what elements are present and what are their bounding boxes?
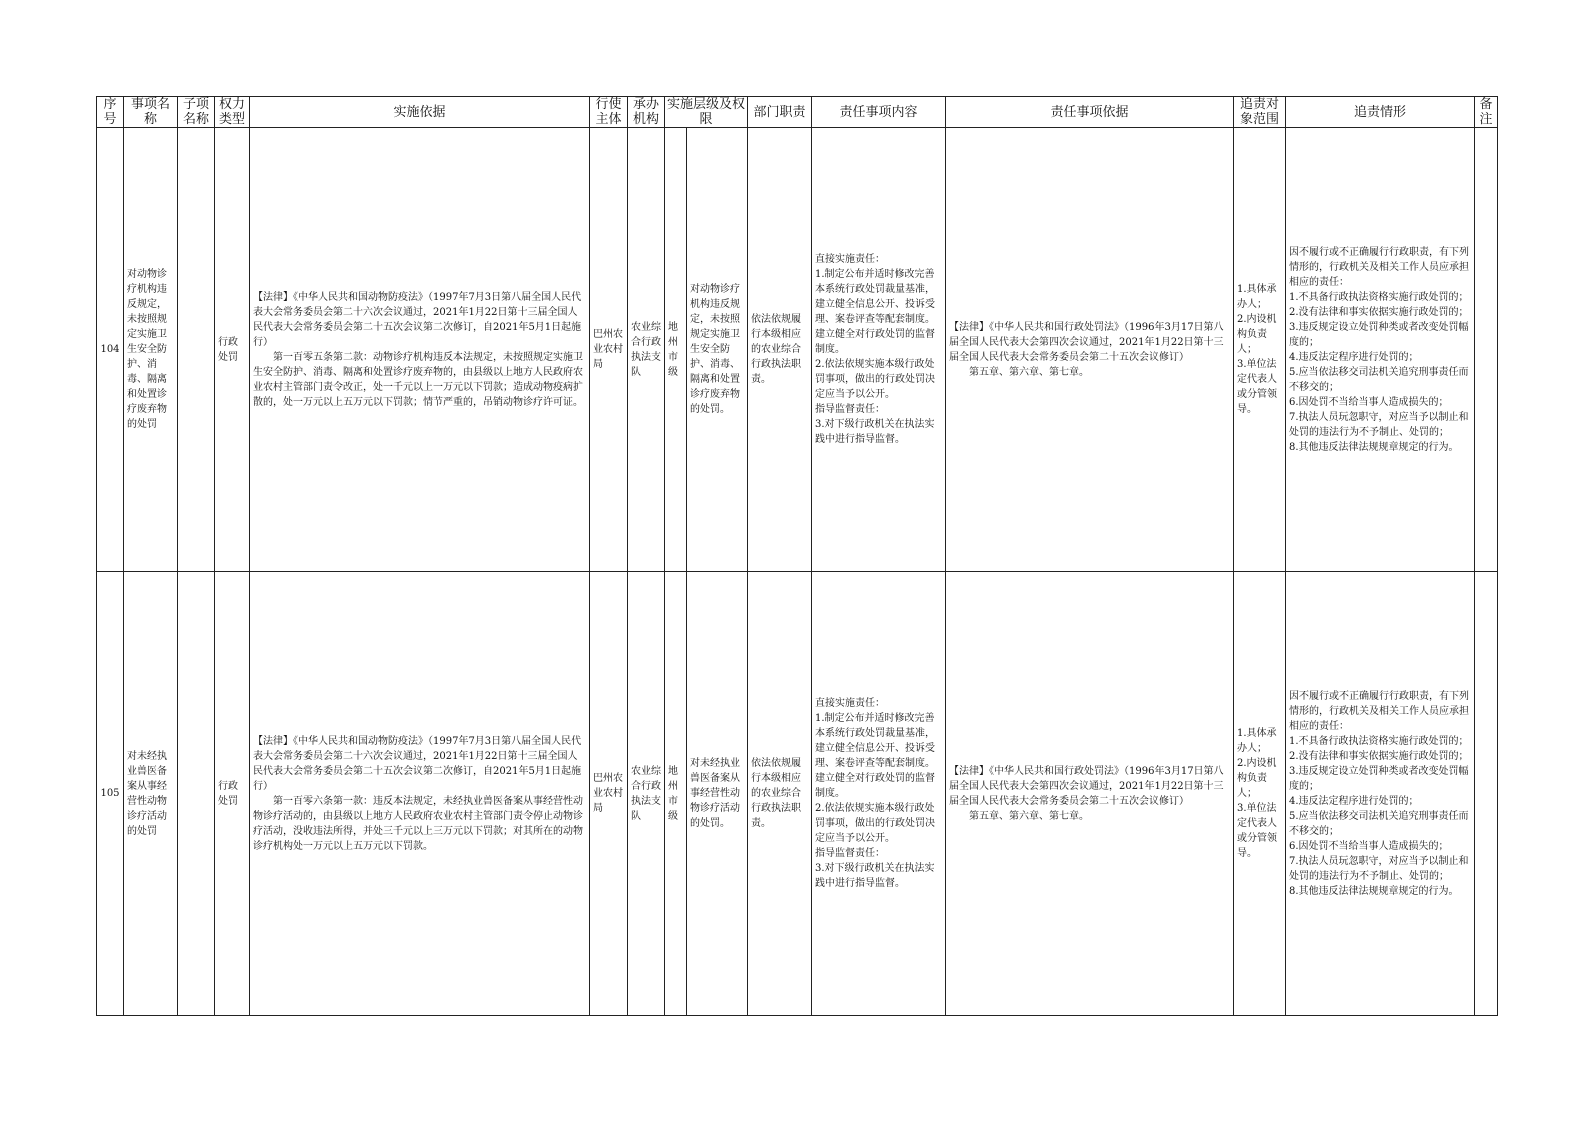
- cell-level-b: 对未经执业兽医备案从事经营性动物诊疗活动的处罚。: [687, 572, 748, 1016]
- cell-situation: 因不履行或不正确履行行政职责，有下列情形的，行政机关及相关工作人员应承担相应的责任： 1.不具备行政执法资格实施行政处罚的； 2.没有法律和事实依据实施行政处罚的； 3.违反规定设立处罚种类或者改变处罚幅度的； 4.违反法定程序进行处罚的； 5.应当依法移交司法机关追究刑事责任而不移交的； 6.因处罚不当给当事人造成损失的； 7.执法人员玩忽职守，对应当予以制止和处罚的违法行为不予制止、处罚的； 8.其他违反法律法规规章规定的行为。: [1286, 572, 1475, 1016]
- cell-note: [1475, 572, 1498, 1016]
- header-resp: 责任事项内容: [812, 97, 946, 128]
- cell-sub: [178, 572, 215, 1016]
- cell-resp: 直接实施责任： 1.制定公布并适时修改完善本系统行政处罚裁量基准，建立健全信息公开、投诉受理、案卷评查等配套制度。建立健全对行政处罚的监督制度。 2.依法依规实施本级行政处罚事项，做出的行政处罚决定应当予以公开。 指导监督责任： 3.对下级行政机关在执法实践中进行指导监督。: [812, 128, 946, 572]
- cell-level-b: 对动物诊疗机构违反规定，未按照规定实施卫生安全防护、消毒、隔离和处置诊疗废弃物的处罚。: [687, 128, 748, 572]
- basis-law: 【法律】《中华人民共和国动物防疫法》（1997年7月3日第八届全国人民代表大会常务委员会第二十六次会议通过，2021年1月22日第十三届全国人民代表大会常务委员会第二十五次会议第二次修订，自2021年5月1日起施行）: [253, 735, 582, 792]
- header-resp-basis: 责任事项依据: [946, 97, 1234, 128]
- cell-org: 农业综合行政执法支队: [628, 572, 665, 1016]
- cell-type: 行政处罚: [215, 572, 250, 1016]
- cell-type: 行政处罚: [215, 128, 250, 572]
- cell-level-a: 地州市级: [665, 128, 687, 572]
- cell-situation: 因不履行或不正确履行行政职责，有下列情形的，行政机关及相关工作人员应承担相应的责任： 1.不具备行政执法资格实施行政处罚的； 2.没有法律和事实依据实施行政处罚的； 3.违反规定设立处罚种类或者改变处罚幅度的； 4.违反法定程序进行处罚的； 5.应当依法移交司法机关追究刑事责任而不移交的； 6.因处罚不当给当事人造成损失的； 7.执法人员玩忽职守，对应当予以制止和处罚的违法行为不予制止、处罚的； 8.其他违反法律法规规章规定的行为。: [1286, 128, 1475, 572]
- header-scope: 追责对象范围: [1234, 97, 1286, 128]
- cell-duty: 依法依规履行本级相应的农业综合行政执法职责。: [748, 572, 812, 1016]
- header-subject: 行使主体: [590, 97, 628, 128]
- cell-org: 农业综合行政执法支队: [628, 128, 665, 572]
- cell-subject: 巴州农业农村局: [590, 128, 628, 572]
- table-row: [97, 572, 1498, 1016]
- cell-item: 对动物诊疗机构违反规定，未按照规定实施卫生安全防护、消毒、隔离和处置诊疗废弃物的处罚: [124, 128, 178, 572]
- cell-basis: [250, 572, 590, 1016]
- header-duty: 部门职责: [748, 97, 812, 128]
- header-situation: 追责情形: [1286, 97, 1475, 128]
- cell-resp-basis: [946, 128, 1234, 572]
- header-basis: 实施依据: [250, 97, 590, 128]
- cell-seq: 105: [97, 572, 124, 1016]
- header-level: 实施层级及权限: [665, 97, 748, 128]
- basis-law: 【法律】《中华人民共和国动物防疫法》（1997年7月3日第八届全国人民代表大会常务委员会第二十六次会议通过，2021年1月22日第十三届全国人民代表大会常务委员会第二十五次会议第二次修订，自2021年5月1日起施行）: [253, 291, 582, 348]
- header-seq: 序号: [97, 97, 124, 128]
- header-org: 承办机构: [628, 97, 665, 128]
- cell-basis: [250, 128, 590, 572]
- header-type: 权力类型: [215, 97, 250, 128]
- header-sub: 子项名称: [178, 97, 215, 128]
- cell-item: 对未经执业兽医备案从事经营性动物诊疗活动的处罚: [124, 572, 178, 1016]
- cell-resp: 直接实施责任： 1.制定公布并适时修改完善本系统行政处罚裁量基准，建立健全信息公开、投诉受理、案卷评查等配套制度。建立健全对行政处罚的监督制度。 2.依法依规实施本级行政处罚事项，做出的行政处罚决定应当予以公开。 指导监督责任： 3.对下级行政机关在执法实践中进行指导监督。: [812, 572, 946, 1016]
- basis-article: 第一百零五条第二款：动物诊疗机构违反本法规定，未按照规定实施卫生安全防护、消毒、隔离和处置诊疗废弃物的，由县级以上地方人民政府农业农村主管部门责令改正，处一千元以上一万元以下罚款；造成动物疫病扩散的，处一万元以上五万元以下罚款；情节严重的，吊销动物诊疗许可证。: [253, 351, 583, 408]
- cell-resp-basis: [946, 572, 1234, 1016]
- cell-scope: 1.具体承办人； 2.内设机构负责人； 3.单位法定代表人或分管领导。: [1234, 572, 1286, 1016]
- cell-note: [1475, 128, 1498, 572]
- cell-scope: 1.具体承办人； 2.内设机构负责人； 3.单位法定代表人或分管领导。: [1234, 128, 1286, 572]
- resp-basis-chapters: 第五章、第六章、第七章。: [969, 810, 1090, 822]
- header-note: 备注: [1475, 97, 1498, 128]
- power-list-table: [96, 96, 1498, 1016]
- resp-basis-law: 【法律】《中华人民共和国行政处罚法》（1996年3月17日第八届全国人民代表大会第四次会议通过，2021年1月22日第十三届全国人民代表大会常务委员会第二十五次会议修订）: [949, 765, 1224, 807]
- cell-duty: 依法依规履行本级相应的农业综合行政执法职责。: [748, 128, 812, 572]
- cell-sub: [178, 128, 215, 572]
- header-item: 事项名称: [124, 97, 178, 128]
- cell-level-a: 地州市级: [665, 572, 687, 1016]
- table-row: [97, 128, 1498, 572]
- cell-seq: 104: [97, 128, 124, 572]
- basis-article: 第一百零六条第一款：违反本法规定，未经执业兽医备案从事经营性动物诊疗活动的，由县级以上地方人民政府农业农村主管部门责令停止动物诊疗活动，没收违法所得，并处三千元以上三万元以下罚款；对其所在的动物诊疗机构处一万元以上五万元以下罚款。: [253, 795, 583, 852]
- resp-basis-law: 【法律】《中华人民共和国行政处罚法》（1996年3月17日第八届全国人民代表大会第四次会议通过，2021年1月22日第十三届全国人民代表大会常务委员会第二十五次会议修订）: [949, 321, 1224, 363]
- cell-subject: 巴州农业农村局: [590, 572, 628, 1016]
- header-row: [97, 97, 1498, 128]
- resp-basis-chapters: 第五章、第六章、第七章。: [969, 366, 1090, 378]
